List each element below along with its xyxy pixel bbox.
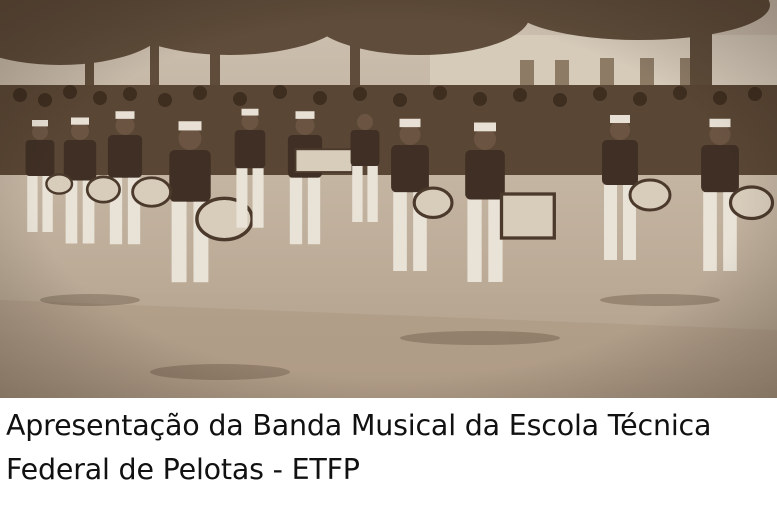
caption-line-2: Federal de Pelotas - ETFP bbox=[6, 453, 360, 486]
caption-line-1: Apresentação da Banda Musical da Escola Técnica bbox=[6, 409, 712, 442]
photo-caption bbox=[6, 404, 772, 492]
